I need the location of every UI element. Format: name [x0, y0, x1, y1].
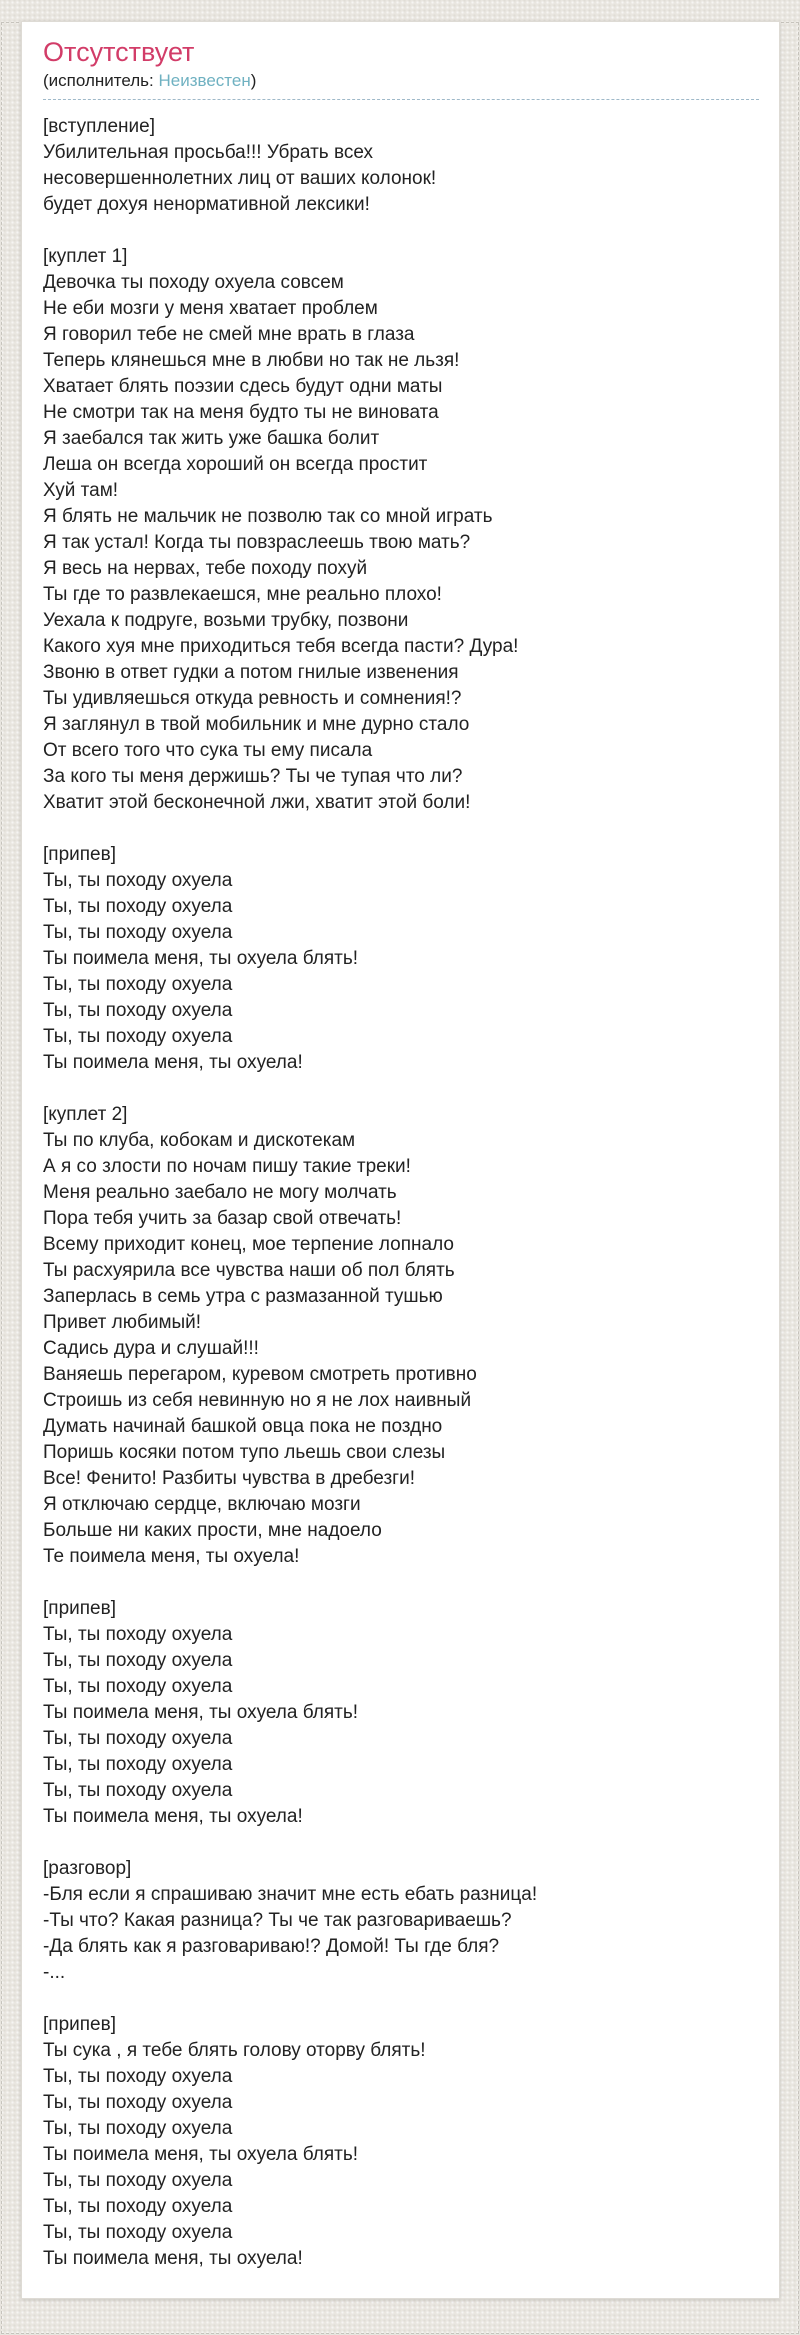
page-title: Отсутствует	[43, 37, 195, 67]
lyrics-line: Ты, ты походу охуела	[43, 2118, 233, 2139]
lyrics-line: Ты, ты походу охуела	[43, 870, 233, 891]
lyrics-line: Ты поимела меня, ты охуела блять!	[43, 948, 359, 969]
lyrics-line: От всего того что сука ты ему писала	[43, 740, 373, 761]
lyrics-card	[21, 21, 780, 2299]
lyrics-line: Я блять не мальчик не позволю так со мной играть	[43, 506, 493, 527]
lyrics-line: Я весь на нервах, тебе походу похуй	[43, 558, 368, 579]
lyrics-line: Садись дура и слушай!!!	[43, 1338, 259, 1359]
lyrics-line: Девочка ты походу охуела совсем	[43, 272, 344, 293]
lyrics-section	[43, 1596, 759, 1830]
lyrics-line: Ты, ты походу охуела	[43, 896, 233, 917]
lyrics-line: Строишь из себя невинную но я не лох наивный	[43, 1390, 472, 1411]
lyrics-line: Какого хуя мне приходиться тебя всегда пасти? Дура!	[43, 636, 519, 657]
lyrics-line: Ты, ты походу охуела	[43, 2222, 233, 2243]
lyrics-line: Хуй там!	[43, 480, 119, 501]
lyrics-line: Ты сука , я тебе блять голову оторву блять!	[43, 2040, 426, 2061]
lyrics-line: Я заглянул в твой мобильник и мне дурно стало	[43, 714, 470, 735]
lyrics-line: А я со злости по ночам пишу такие треки!	[43, 1156, 411, 1177]
lyrics-line: Поришь косяки потом тупо льешь свои слезы	[43, 1442, 446, 1463]
artist-line	[43, 70, 759, 92]
lyrics-line: Ты, ты походу охуела	[43, 1650, 233, 1671]
lyrics-line: Я говорил тебе не смей мне врать в глаза	[43, 324, 415, 345]
lyrics-line: Ты, ты походу охуела	[43, 2196, 233, 2217]
lyrics-line: Ты поимела меня, ты охуела!	[43, 1052, 303, 1073]
lyrics-line: Ты, ты походу охуела	[43, 1000, 233, 1021]
lyrics-line: Ты, ты походу охуела	[43, 1624, 233, 1645]
lyrics-line: Ты, ты походу охуела	[43, 2092, 233, 2113]
lyrics-line: Хватит этой бесконечной лжи, хватит этой боли!	[43, 792, 471, 813]
lyrics-line: Привет любимый!	[43, 1312, 202, 1333]
lyrics-line: Уехала к подруге, возьми трубку, позвони	[43, 610, 409, 631]
lyrics-line: -...	[43, 1962, 66, 1983]
lyrics-line: Ваняешь перегаром, куревом смотреть противно	[43, 1364, 477, 1385]
lyrics-line: Ты где то развлекаешся, мне реально плохо!	[43, 584, 442, 605]
lyrics-line: Всему приходит конец, мое терпение лопнало	[43, 1234, 454, 1255]
lyrics-line: Не еби мозги у меня хватает проблем	[43, 298, 378, 319]
lyrics-line: несовершеннолетних лиц от ваших колонок!	[43, 168, 437, 189]
lyrics-line: -Да блять как я разговариваю!? Домой! Ты где бля?	[43, 1936, 500, 1957]
lyrics-section	[43, 2012, 759, 2272]
lyrics-section	[43, 114, 759, 218]
section-label: [куплет 1]	[43, 246, 128, 267]
lyrics-line: Ты расхуярила все чувства наши об пол блять	[43, 1260, 455, 1281]
lyrics-line: Не смотри так на меня будто ты не виновата	[43, 402, 439, 423]
lyrics-line: Ты удивляешься откуда ревность и сомнения!?	[43, 688, 462, 709]
lyrics-line: -Бля если я спрашиваю значит мне есть ебать разница!	[43, 1884, 538, 1905]
lyrics-line: Леша он всегда хороший он всегда простит	[43, 454, 428, 475]
lyrics-line: Меня реально заебало не могу молчать	[43, 1182, 397, 1203]
lyrics-line: Ты, ты походу охуела	[43, 1754, 233, 1775]
lyrics-line: Ты, ты походу охуела	[43, 974, 233, 995]
lyrics-section	[43, 842, 759, 1076]
lyrics-line: Ты поимела меня, ты охуела блять!	[43, 1702, 359, 1723]
lyrics	[43, 114, 759, 2272]
lyrics-section	[43, 1856, 759, 1986]
lyrics-line: За кого ты меня держишь? Ты че тупая что ли?	[43, 766, 463, 787]
header-divider	[43, 92, 759, 100]
artist-link[interactable]: Неизвестен	[158, 71, 251, 90]
lyrics-line: Заперлась в семь утра с размазанной тушью	[43, 1286, 443, 1307]
page-background	[0, 21, 800, 2335]
lyrics-line: Ты, ты походу охуела	[43, 2066, 233, 2087]
section-label: [припев]	[43, 1598, 116, 1619]
lyrics-line: Пора тебя учить за базар свой отвечать!	[43, 1208, 402, 1229]
lyrics-line: Ты, ты походу охуела	[43, 1728, 233, 1749]
lyrics-line: Ты поимела меня, ты охуела!	[43, 2248, 303, 2269]
lyrics-line: Ты, ты походу охуела	[43, 1026, 233, 1047]
lyrics-line: Ты, ты походу охуела	[43, 1676, 233, 1697]
lyrics-line: Звоню в ответ гудки а потом гнилые извенения	[43, 662, 459, 683]
section-label: [вступление]	[43, 116, 155, 137]
artist-label-prefix: (исполнитель:	[43, 71, 159, 90]
lyrics-line: Те поимела меня, ты охуела!	[43, 1546, 300, 1567]
lyrics-line: будет дохуя ненормативной лексики!	[43, 194, 370, 215]
artist-label-suffix: )	[250, 71, 257, 90]
lyrics-line: -Ты что? Какая разница? Ты че так разговариваешь?	[43, 1910, 512, 1931]
lyrics-section	[43, 244, 759, 816]
section-label: [припев]	[43, 2014, 116, 2035]
lyrics-section	[43, 1102, 759, 1570]
lyrics-line: Думать начинай башкой овца пока не поздно	[43, 1416, 443, 1437]
lyrics-line: Ты, ты походу охуела	[43, 1780, 233, 1801]
lyrics-line: Я отключаю сердце, включаю мозги	[43, 1494, 361, 1515]
lyrics-line: Ты, ты походу охуела	[43, 2170, 233, 2191]
section-label: [разговор]	[43, 1858, 132, 1879]
section-label: [припев]	[43, 844, 116, 865]
lyrics-line: Я так устал! Когда ты повзраслеешь твою мать?	[43, 532, 471, 553]
lyrics-line: Теперь клянешься мне в любви но так не льзя!	[43, 350, 460, 371]
lyrics-line: Все! Фенито! Разбиты чувства в дребезги!	[43, 1468, 415, 1489]
lyrics-line: Ты поимела меня, ты охуела!	[43, 1806, 303, 1827]
lyrics-line: Ты, ты походу охуела	[43, 922, 233, 943]
section-label: [куплет 2]	[43, 1104, 128, 1125]
lyrics-line: Убилительная просьба!!! Убрать всех	[43, 142, 373, 163]
lyrics-line: Ты поимела меня, ты охуела блять!	[43, 2144, 359, 2165]
lyrics-line: Больше ни каких прости, мне надоело	[43, 1520, 382, 1541]
lyrics-line: Ты по клуба, кобокам и дискотекам	[43, 1130, 356, 1151]
lyrics-line: Хватает блять поэзии сдесь будут одни маты	[43, 376, 443, 397]
lyrics-line: Я заебался так жить уже башка болит	[43, 428, 380, 449]
